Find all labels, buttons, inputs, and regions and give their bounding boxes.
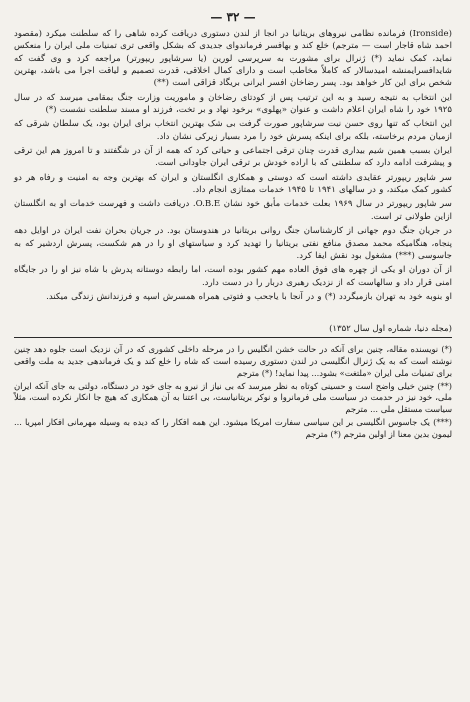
paragraph: از آن دوران او یکی از چهره های فوق العاده مهم کشور بوده است، اما رابطه دوستانه پدرش با شاه نیز او را در جایگاه امنی قرار داد و سالهاست که از نزدیک رهبری دربار را در دست دارد. — [14, 265, 452, 288]
paragraph: در جریان جنگ دوم جهانی از کارشناسان جنگ روانی بریتانیا در هندوستان بود. در جریان بحران نفت ایران در اوایل دهه پنجاه، هنگامیکه محمد مصدق منافع نفتی بریتانیا را تهدید کرد و سیاستهای او را در هم شکست، پسرش اردشیر که به جاسوسی (***) مشغول بود نقش ایفا کرد. — [14, 226, 452, 261]
paragraph: سر شاپور ریپورتر در سال ۱۹۶۹ بعلت خدمات مأبق خود نشان O.B.E. دریافت داشت و فهرست خدمات او به انگلستان ازاین طولانی تر است. — [14, 199, 452, 222]
paragraph: این انتخاب که تنها روی حسن نیت سرشاپور صورت گرفت بی شک بهترین انتخاب برای ایران بود، یک سلطان شرقی که ازمیان مردم برخاسته، بلکه برای اینکه پسرش خود را مرد بسیار زیرکی نشان داد. — [14, 119, 452, 142]
paragraph: او بنوبه خود به تهران بازمیگردد (*) و در آنجا با یاجحب و فتوتی همراه همسرش اسپه و فرزندانش زندگی میکند. — [46, 291, 452, 302]
main-text — [14, 28, 452, 303]
paragraph: (Ironside) فرمانده نظامی نیروهای بریتانیا در انجا از لندن دستوری دریافت کرده شاهی را که سلطنت میکرد (مقصود احمد شاه قاجار است — مترجم) خلع کند و بهافسر فرماندوای جدیدی که بشکل واقعی تری تمنیات ملی ایران را منعکس نماید، کمک نماید (*) ژنرال برای مشورت به سرپرسی لورین (یا سرشاپور ریپورتر) مراجعه کرد و وی گفت که شایدافسرایمنشه امیدسالار که کاملاً مخاطب است و دارای کمال اخلاقی، قدرت تصمیم و لیاقت اجرا می باشد، بهترین شخص برای این کار خواهد بود. پسر رضاخان افسر ایرانی بریگاد قزاقی است (**) — [14, 29, 452, 89]
footnote: (***) یک جاسوس انگلیسی بر این سیاسی سفارت امریکا میشود. این همه افکار را که دیده به وسیله مهرمانی افکار امپریا ... لیمون بدین معنا از اولین مترجم (*) مترجم — [14, 417, 452, 439]
footnote: (**) چنین خیلی واضح است و حسینی کوتاه به نظر میرسد که بی نیاز از نیرو به جای خود در دستگاه، دولتی به جای آنکه ایران ملی، خود نیز در حدمت در سیاست ملی فرمانروا و نوکر بریتانیاست، بی اعتنا به آن همکاری که هیچ جا انکار نکرده است، مثلاً سیاست مستقل ملی ... مترجم — [14, 380, 452, 415]
source-citation: (مجله دنیا، شماره اول سال ۱۳۵۲) — [329, 324, 452, 335]
page-number: — ۳۲ — — [210, 10, 256, 24]
footnote-divider — [14, 337, 452, 338]
paragraph: این انتخاب به نتیجه رسید و به این ترتیب پس از کودتای رضاخان و ماموریت وزارت جنگ بمقامی میرسد که در سال ۱۹۲۵ خود را شاه ایران اعلام داشت و عنوان «پهلوی» برخود نهاد و بر تخت، فرزند او مسند سلطنت نشست (*) — [14, 92, 452, 116]
paragraph: سر شاپور ریپورتر عقایدی داشته است که دوستی و همکاری انگلستان و ایران که بهترین وجه به امنیت و رفاه هر دو کشور کمک میکند، و در سالهای ۱۹۴۱ تا ۱۹۴۵ خدمات ممتازی انجام داد. — [14, 172, 452, 196]
footnotes — [14, 344, 452, 440]
paragraph: ایران بسبب همین شیم بیداری قدرت چنان ترقی اجتماعی و حیاتی کرد که همه از آن در شگفتند و تا امروز هم این ترقی و پیشرفت ادامه دارد که سلطنتی که با اراده خودش بر ترقی ایران جاودانی است. — [14, 146, 452, 169]
footnote: (*) نویسنده مقاله، چنین برای آنکه در حالت خشن انگلیس را در مرحله داخلی کشوری که در آن نزدیک است جلوه دهد چنین نوشته است که به یک ژنرال انگلیسی در لندن دستوری رسیده است که شاه را خلع کند و یک فرماندهی جدید به ملت واقعی برای تمنیات ملی ایران «ملتغت» بشود... پیدا نماید! (*) مترجم — [14, 344, 452, 378]
